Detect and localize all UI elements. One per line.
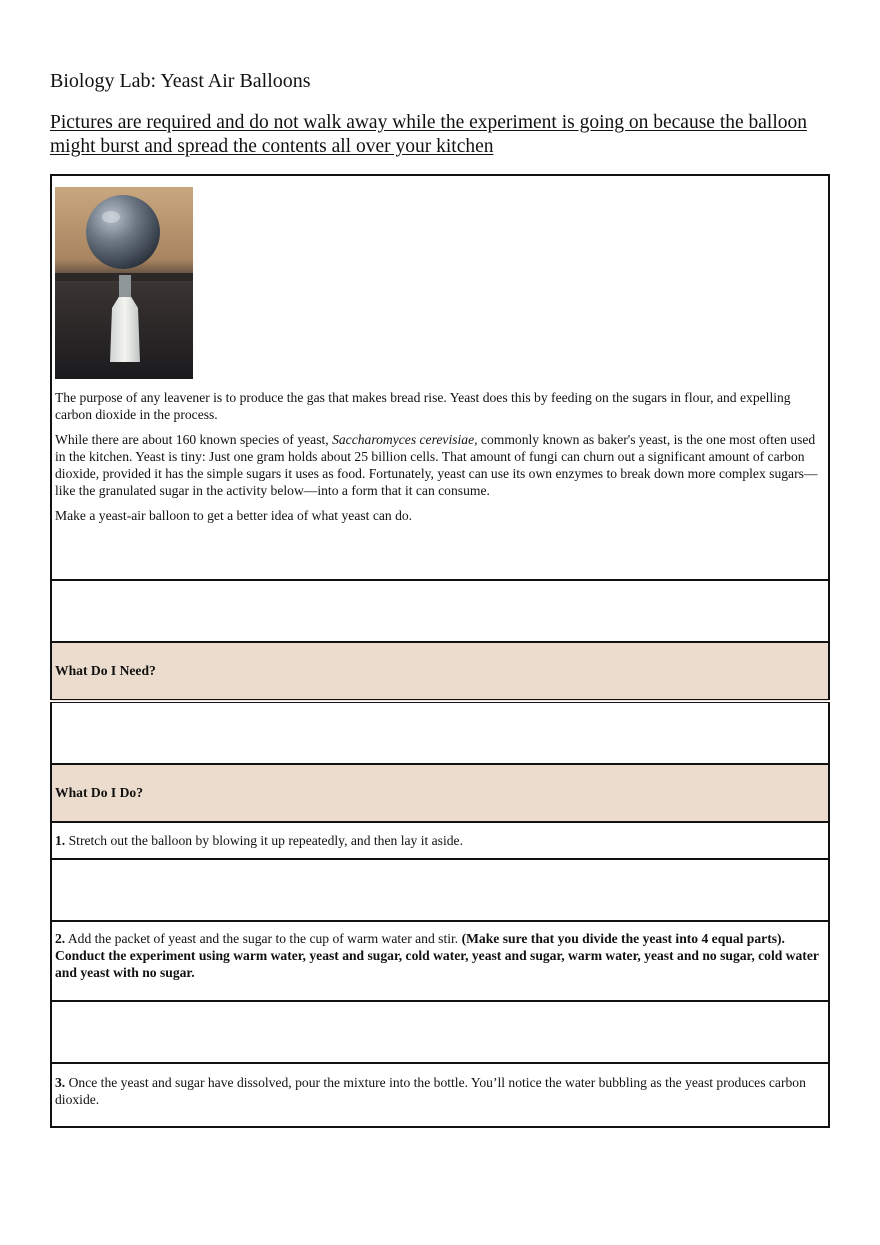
intro-paragraph-2 xyxy=(55,431,826,499)
intro-paragraph-3: Make a yeast-air balloon to get a better idea of what yeast can do. xyxy=(55,508,413,523)
step-text: Once the yeast and sugar have dissolved, pour the mixture into the bottle. You’ll notice the water bubbling as the yeast produces carbon dioxide. xyxy=(55,1075,806,1107)
lab-table xyxy=(50,174,830,1128)
need-answer-row xyxy=(51,701,829,764)
intro-paragraph-1: The purpose of any leavener is to produce the gas that makes bread rise. Yeast does this by feeding on the sugars in flour, and expelling carbon dioxide in the process. xyxy=(55,390,791,422)
intro-paragraph-2-lead: While there are about 160 known species of yeast, xyxy=(55,432,333,447)
need-answer-cell xyxy=(51,701,829,764)
step-2-answer-row xyxy=(51,1001,829,1063)
step-1-answer-row xyxy=(51,859,829,921)
step-emphasis: (Make sure that you divide the yeast into 4 equal parts). Conduct the experiment using warm water, yeast and sugar, cold water, yeast and sugar, warm water, yeast and no sugar, cold water and yeast with no sugar. xyxy=(55,931,819,980)
do-header-row xyxy=(51,764,829,822)
step-1-row xyxy=(51,822,829,859)
step-number: 1. xyxy=(55,832,66,848)
need-header-row xyxy=(51,642,829,701)
step-2 xyxy=(51,921,829,1001)
intro-paragraph-2-body: commonly known as baker's yeast, is the one most often used in the kitchen. Yeast is tiny: Just one gram holds about 25 billion cells. That amount of fungi can churn out a significant amount of carbon dioxide, provided it has the simple sugars it uses as food. Fortunately, yeast can use its own enzymes to break down more complex sugars—like the granulated sugar in the activity below—into a form that it can consume. xyxy=(55,432,818,498)
species-name: Saccharomyces cerevisiae, xyxy=(332,432,478,447)
blank-row xyxy=(51,580,829,642)
intro-cell xyxy=(51,175,829,580)
what-do-i-need-heading: What Do I Need? xyxy=(51,642,829,701)
step-number: 3. xyxy=(55,1075,66,1090)
step-2-row xyxy=(51,921,829,1001)
safety-warning: Pictures are required and do not walk away while the experiment is going on because the balloon might burst and spread the contents all over your kitchen xyxy=(50,112,808,157)
step-2-answer-cell xyxy=(51,1001,829,1063)
step-number: 2. xyxy=(55,931,66,946)
intro-row xyxy=(51,175,829,580)
step-3-row xyxy=(51,1063,829,1127)
step-3 xyxy=(51,1063,829,1127)
page-title: Biology Lab: Yeast Air Balloons xyxy=(50,70,311,92)
step-text: Add the packet of yeast and the sugar to the cup of warm water and stir. xyxy=(65,931,462,946)
step-1 xyxy=(51,822,829,859)
step-1-answer-cell xyxy=(51,859,829,921)
yeast-balloon-photo xyxy=(55,187,193,379)
what-do-i-do-heading: What Do I Do? xyxy=(51,764,829,822)
step-text: Stretch out the balloon by blowing it up repeatedly, and then lay it aside. xyxy=(65,832,463,848)
blank-cell xyxy=(51,580,829,642)
